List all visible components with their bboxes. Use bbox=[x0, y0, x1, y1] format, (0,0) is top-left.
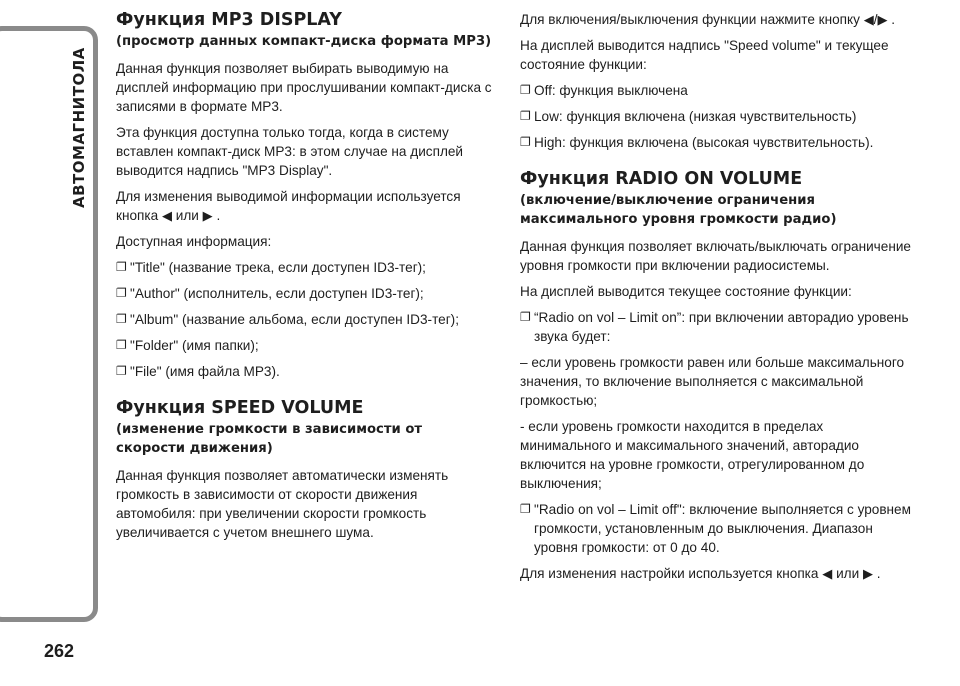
checkbox-icon: ❐ bbox=[116, 364, 127, 378]
list-item: ❐ Off: функция выключена bbox=[520, 83, 688, 98]
list-item: ❐ "Radio on vol – Limit off": включение выполняется с уровнем громкости, установленным до выключения. Диапазон уровня громкости: от 0 до 40. bbox=[520, 502, 911, 555]
speed-volume-subtitle: (изменение громкости в зависимости от скорости движения) bbox=[116, 422, 423, 456]
mp3-display-title: Функция MP3 DISPLAY bbox=[116, 10, 342, 30]
radio-paragraph-1: Данная функция позволяет включать/выключать ограничение уровня громкости при включении радиосистемы. bbox=[520, 239, 911, 273]
checkbox-icon: ❐ bbox=[116, 338, 127, 352]
checkbox-icon: ❐ bbox=[116, 312, 127, 326]
speed-volume-title: Функция SPEED VOLUME bbox=[116, 398, 364, 418]
speed-toggle-paragraph: Для включения/выключения функции нажмите кнопку ◀/▶ . bbox=[520, 12, 896, 27]
chapter-title: АВТОМАГНИТОЛА bbox=[70, 47, 88, 208]
left-arrow-icon: ◀ bbox=[822, 566, 833, 581]
right-arrow-icon: ▶ bbox=[202, 208, 213, 223]
right-arrow-icon: ▶ bbox=[877, 12, 888, 27]
mp3-paragraph-3: Для изменения выводимой информации используется кнопка ◀ или ▶ . bbox=[116, 189, 461, 223]
mp3-paragraph-1: Данная функция позволяет выбирать выводимую на дисплей информацию при прослушивании компакт-диска с записями в формате MP3. bbox=[116, 61, 492, 114]
list-item: ❐ "Album" (название альбома, если доступен ID3-тег); bbox=[116, 312, 459, 327]
checkbox-icon: ❐ bbox=[520, 83, 531, 97]
checkbox-icon: ❐ bbox=[520, 502, 531, 516]
list-item: ❐ “Radio on vol – Limit on”: при включении авторадио уровень звука будет: bbox=[520, 310, 909, 344]
list-item: ❐ "Folder" (имя папки); bbox=[116, 338, 259, 353]
radio-paragraph-3: – если уровень громкости равен или больше максимального значения, то включение выполняется с максимальной громкостью; bbox=[520, 355, 905, 408]
radio-on-volume-title: Функция RADIO ON VOLUME bbox=[520, 169, 803, 189]
page-number: 262 bbox=[44, 641, 75, 661]
left-column bbox=[116, 10, 494, 549]
list-item: ❐ "File" (имя файла MP3). bbox=[116, 364, 280, 379]
mp3-paragraph-4: Доступная информация: bbox=[116, 234, 272, 249]
speed-display-paragraph: На дисплей выводится надпись "Speed volume" и текущее состояние функции: bbox=[520, 38, 889, 72]
list-item: ❐ "Title" (название трека, если доступен ID3-тег); bbox=[116, 260, 426, 275]
checkbox-icon: ❐ bbox=[116, 286, 127, 300]
checkbox-icon: ❐ bbox=[520, 109, 531, 123]
mp3-paragraph-2: Эта функция доступна только тогда, когда в систему вставлен компакт-диск MP3: в этом случае на дисплей выводится надпись "MP3 Display". bbox=[116, 125, 464, 178]
radio-paragraph-4: - если уровень громкости находится в пределах минимального и максимального значений, авторадио включится на уровне громкости, отрегулированном до выключения; bbox=[520, 419, 865, 491]
radio-paragraph-5: Для изменения настройки используется кнопка ◀ или ▶ . bbox=[520, 566, 881, 581]
left-arrow-icon: ◀ bbox=[863, 12, 874, 27]
checkbox-icon: ❐ bbox=[520, 310, 531, 324]
left-arrow-icon: ◀ bbox=[161, 208, 172, 223]
checkbox-icon: ❐ bbox=[116, 260, 127, 274]
radio-paragraph-2: На дисплей выводится текущее состояние функции: bbox=[520, 284, 852, 299]
checkbox-icon: ❐ bbox=[520, 135, 531, 149]
list-item: ❐ "Author" (исполнитель, если доступен ID3-тег); bbox=[116, 286, 424, 301]
list-item: ❐ Low: функция включена (низкая чувствительность) bbox=[520, 109, 857, 124]
right-arrow-icon: ▶ bbox=[862, 566, 873, 581]
list-item: ❐ High: функция включена (высокая чувствительность). bbox=[520, 135, 874, 150]
radio-on-volume-subtitle: (включение/выключение ограничения максимального уровня громкости радио) bbox=[520, 193, 837, 227]
right-column bbox=[520, 10, 912, 590]
speed-volume-paragraph: Данная функция позволяет автоматически изменять громкость в зависимости от скорости движения автомобиля: при увеличении скорости громкость увеличивается с учетом внешнего шума. bbox=[116, 468, 449, 540]
mp3-display-subtitle: (просмотр данных компакт-диска формата MP3) bbox=[116, 34, 492, 49]
